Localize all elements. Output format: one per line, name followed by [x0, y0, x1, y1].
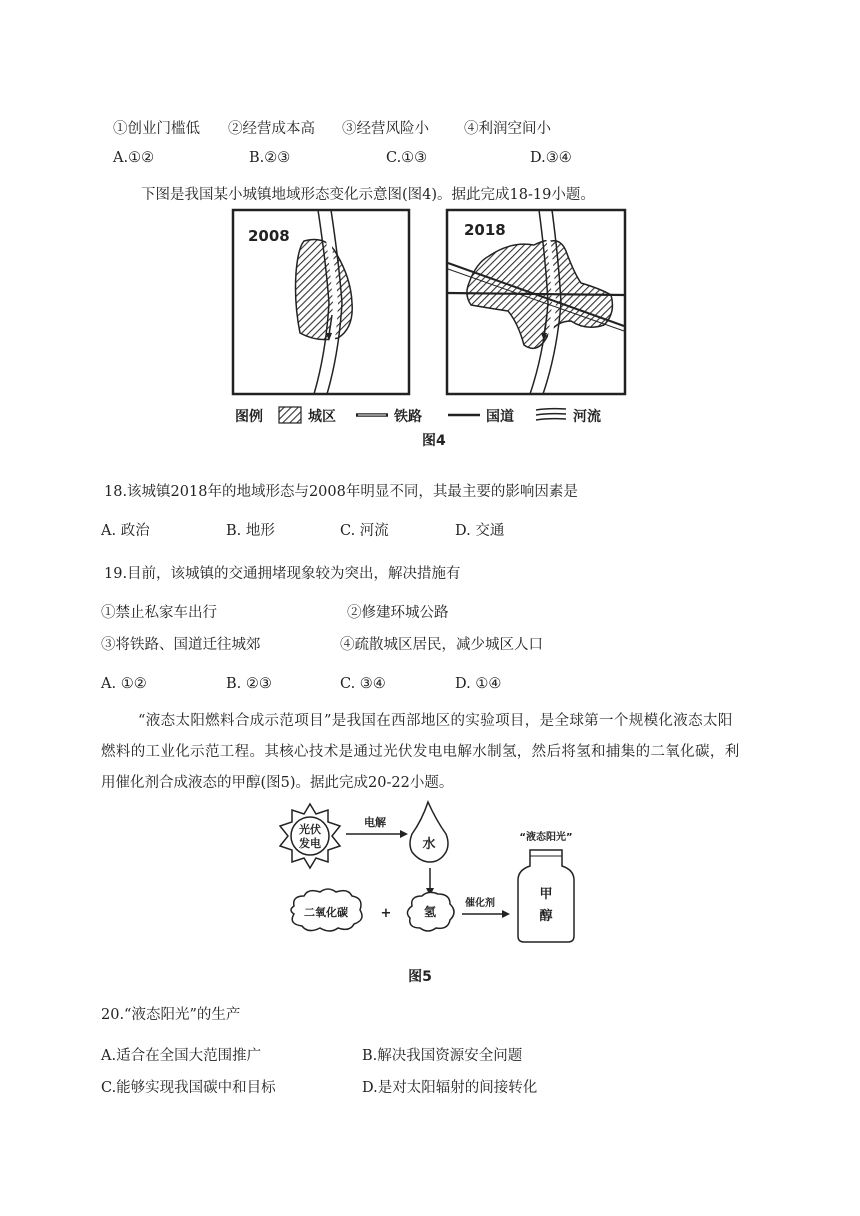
q18-option-b: B. 地形	[226, 523, 275, 539]
q17-option-d: D.③④	[530, 150, 572, 166]
catalyst-label: 催化剂	[465, 898, 495, 909]
q19-stem: 19.目前，该城镇的交通拥堵现象较为突出，解决措施有	[104, 566, 461, 582]
bottle-label-2: 醇	[539, 909, 553, 924]
q18-option-a: A. 政治	[101, 523, 150, 539]
intro-20-22-line2: 燃料的工业化示范工程。其核心技术是通过光伏发电电解水制氢，然后将氢和捕集的二氧化碳，利	[101, 744, 740, 760]
q17-item-4: ④利润空间小	[464, 121, 551, 137]
figure-4-caption: 图4	[422, 433, 446, 449]
figure-5-caption: 图5	[408, 969, 432, 985]
q19-option-c: C. ③④	[340, 676, 386, 692]
q20-option-b: B.解决我国资源安全问题	[362, 1048, 523, 1064]
q17-option-a: A.①②	[113, 150, 155, 166]
q17-item-1: ①创业门槛低	[113, 121, 200, 137]
bottle-label-1: 甲	[539, 887, 553, 902]
sun-label-1: 光伏	[299, 823, 321, 836]
figure-4	[226, 203, 636, 453]
q20-stem: 20.“液态阳光”的生产	[101, 1007, 241, 1023]
legend-road-label: 国道	[486, 409, 514, 425]
intro-20-22-line1: “液态太阳燃料合成示范项目”是我国在西部地区的实验项目，是全球第一个规模化液态太阳	[138, 713, 733, 729]
q19-option-b: B. ②③	[226, 676, 272, 692]
q19-item-3: ③将铁路、国道迁往城郊	[101, 637, 261, 653]
sun-label-2: 发电	[299, 837, 321, 850]
legend-rail-label: 铁路	[394, 409, 422, 425]
legend-river-swatch	[536, 409, 566, 420]
legend-city-swatch	[279, 407, 301, 423]
figure-5	[272, 800, 592, 990]
sun-icon	[280, 804, 340, 868]
intro-20-22-line3: 用催化剂合成液态的甲醇(图5)。据此完成20-22小题。	[101, 775, 454, 791]
co2-label: 二氧化碳	[304, 906, 348, 919]
q19-item-4: ④疏散城区居民，减少城区人口	[340, 637, 543, 653]
bottle-title: “液态阳光”	[519, 832, 573, 843]
year-2008-label: 2008	[248, 227, 290, 245]
electrolysis-label: 电解	[364, 816, 386, 829]
q18-stem: 18.该城镇2018年的地域形态与2008年明显不同，其最主要的影响因素是	[104, 484, 578, 500]
q18-option-d: D. 交通	[455, 523, 505, 539]
plus-sign: +	[380, 906, 392, 921]
q19-item-2: ②修建环城公路	[347, 605, 449, 621]
q19-option-a: A. ①②	[101, 676, 147, 692]
q17-option-c: C.①③	[386, 150, 428, 166]
q20-option-a: A.适合在全国大范围推广	[101, 1048, 262, 1064]
q17-item-3: ③经营风险小	[342, 121, 429, 137]
q20-option-d: D.是对太阳辐射的间接转化	[362, 1080, 538, 1096]
q19-item-1: ①禁止私家车出行	[101, 605, 217, 621]
year-2018-label: 2018	[464, 221, 506, 239]
water-label: 水	[422, 837, 436, 852]
q18-option-c: C. 河流	[340, 523, 389, 539]
legend-title: 图例	[235, 409, 263, 425]
intro-18-19: 下图是我国某小城镇地域形态变化示意图(图4)。据此完成18-19小题。	[141, 187, 595, 203]
legend-river-label: 河流	[573, 409, 601, 425]
q17-option-b: B.②③	[249, 150, 291, 166]
water-drop-icon	[410, 802, 448, 862]
hydrogen-label: 氢	[423, 905, 437, 919]
legend-city-label: 城区	[308, 409, 336, 425]
q17-item-2: ②经营成本高	[228, 121, 315, 137]
q20-option-c: C.能够实现我国碳中和目标	[101, 1080, 276, 1096]
q19-option-d: D. ①④	[455, 676, 502, 692]
